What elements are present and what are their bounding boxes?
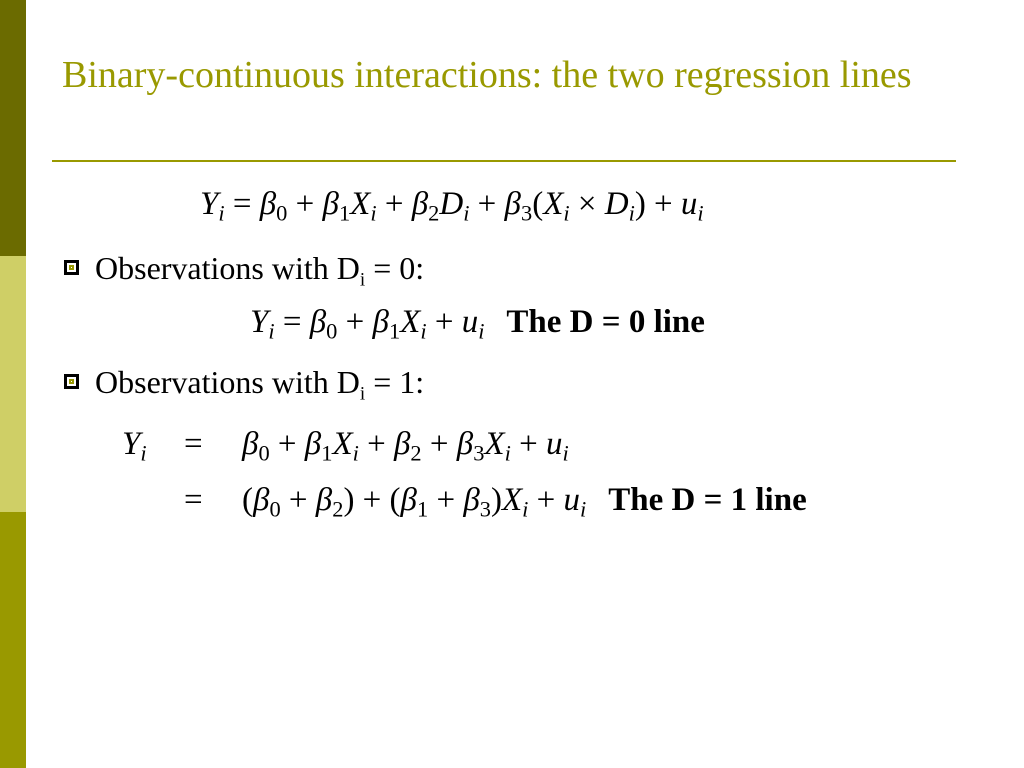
bullet-text-prefix: Observations with D — [95, 250, 360, 286]
bullet-text-subscript: i — [359, 269, 366, 291]
equation-d0-line: $Y_i = \beta_0 + \beta_1X_i + u_i$ The D = 0 line — [250, 304, 705, 344]
bullet-text-suffix: = 0: — [365, 250, 425, 286]
bullet-text-prefix: Observations with D — [95, 364, 360, 400]
bullet-d-equals-0 — [64, 248, 425, 291]
main-equation: $Y_i = \beta_0 + \beta_1X_i + \beta_2D_i + \beta_3(X_i \times D_i) + u_i$ — [200, 186, 704, 226]
title-divider — [52, 160, 956, 162]
sidebar-stripe-bottom — [0, 512, 26, 768]
square-bullet-icon — [64, 374, 79, 389]
equation-d1-rhs-2: $(\beta_0 + \beta_2) + (\beta_1 + \beta_3)X_i + u_i$ The D = 1 line — [242, 482, 807, 522]
bullet-d-equals-1 — [64, 362, 425, 405]
square-bullet-icon — [64, 260, 79, 275]
bullet-text-suffix: = 1: — [365, 364, 425, 400]
equation-d1-rhs-1: $\beta_0 + \beta_1X_i + \beta_2 + \beta_3X_i + u_i$ — [242, 426, 569, 466]
bullet-text-subscript: i — [359, 383, 366, 405]
equation-d1-line-1: $Y_i$ — [122, 426, 147, 466]
sidebar-stripe-top — [0, 0, 26, 256]
d1-line-label: The D = 1 line — [608, 482, 807, 518]
slide-title: Binary-continuous interactions: the two regression lines — [62, 54, 912, 96]
equation-d1-equals-2: = — [184, 482, 203, 518]
sidebar-stripe-middle — [0, 256, 26, 512]
d0-line-label: The D = 0 line — [506, 304, 705, 340]
equation-d1-equals-1: = — [184, 426, 203, 462]
